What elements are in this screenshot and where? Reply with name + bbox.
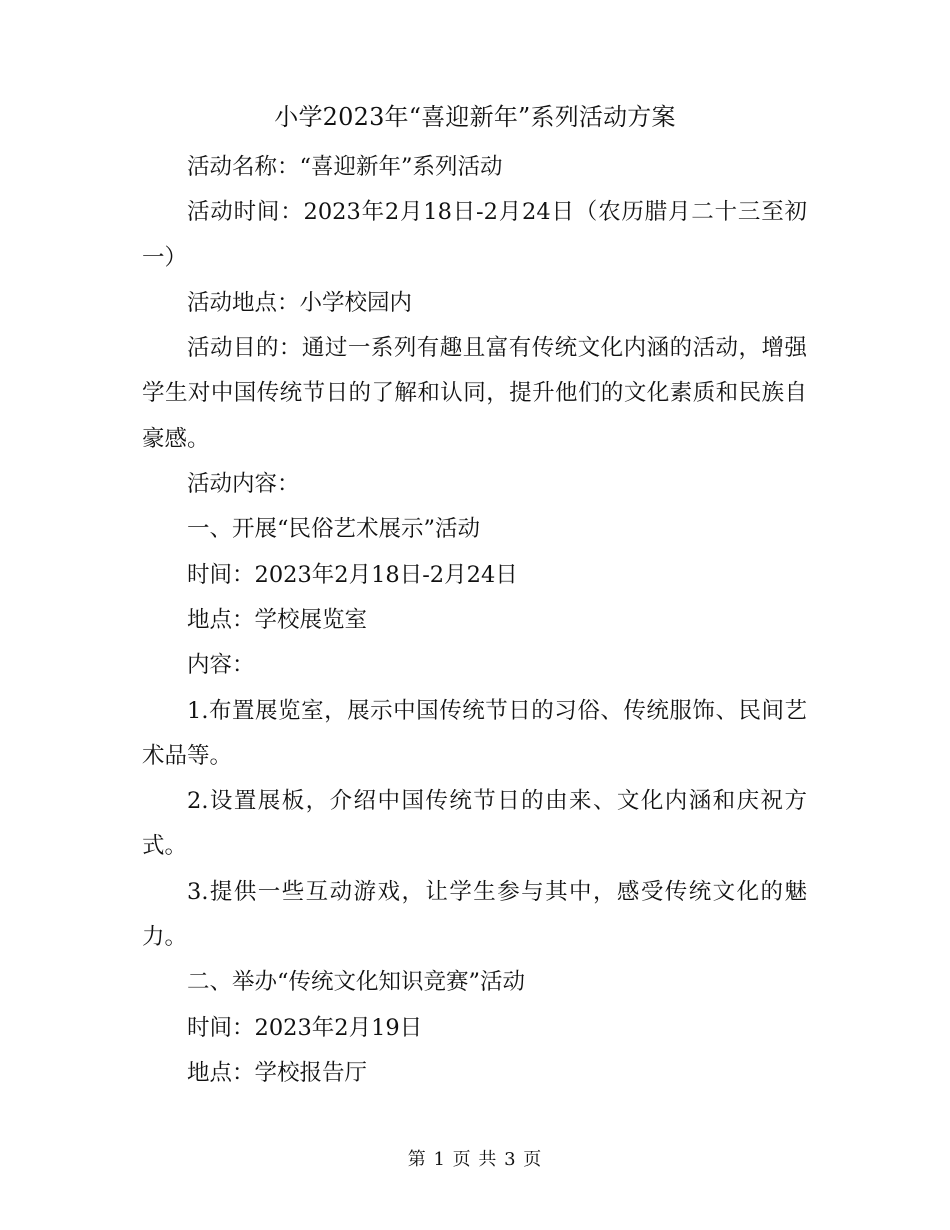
paragraph-activity-time: 活动时间：2023年2月18日-2月24日（农历腊月二十三至初一）	[142, 199, 807, 271]
paragraph-activity-purpose: 活动目的：通过一系列有趣且富有传统文化内涵的活动，增强学生对中国传统节日的了解和认同，提升他们的文化素质和民族自豪感。	[142, 335, 807, 452]
page-footer: 第 1 页 共 3 页	[407, 1149, 543, 1170]
paragraph-contest-time: 时间：2023年2月19日	[187, 1014, 423, 1041]
paragraph-folk-art-time: 时间：2023年2月18日-2月24日	[187, 561, 518, 588]
paragraph-activity-location: 活动地点：小学校园内	[187, 289, 413, 316]
paragraph-contest-location: 地点：学校报告厅	[187, 1059, 368, 1086]
section-heading-knowledge-contest: 二、举办“传统文化知识竞赛”活动	[187, 969, 526, 996]
list-item-display-boards: 2.设置展板，介绍中国传统节日的由来、文化内涵和庆祝方式。	[142, 788, 807, 860]
section-heading-folk-art: 一、开展“民俗艺术展示”活动	[187, 516, 481, 543]
paragraph-folk-art-content-heading: 内容：	[187, 652, 255, 679]
list-item-interactive-games: 3.提供一些互动游戏，让学生参与其中，感受传统文化的魅力。	[142, 878, 807, 951]
paragraph-folk-art-location: 地点：学校展览室	[187, 606, 368, 633]
paragraph-activity-name: 活动名称：“喜迎新年”系列活动	[187, 154, 503, 180]
list-item-exhibition-room: 1.布置展览室，展示中国传统节日的习俗、传统服饰、民间艺术品等。	[142, 697, 807, 769]
document-body	[142, 145, 807, 1096]
paragraph-activity-content-heading: 活动内容：	[187, 471, 300, 498]
document-title: 小学2023年“喜迎新年”系列活动方案	[274, 103, 676, 131]
